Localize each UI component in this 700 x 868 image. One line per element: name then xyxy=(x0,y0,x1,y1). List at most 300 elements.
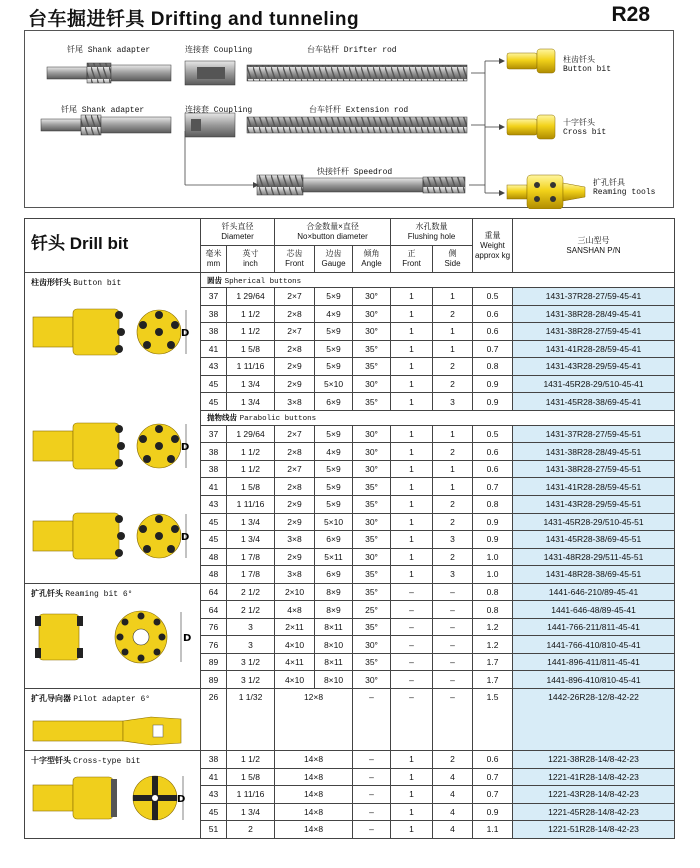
table-cell: 1 3/4 xyxy=(227,803,275,821)
part-number: 1221-45R28-14/8-42-23 xyxy=(513,803,675,821)
table-cell: 26 xyxy=(201,689,227,751)
table-title-cell xyxy=(25,219,201,273)
table-cell: 14×8 xyxy=(275,786,353,804)
reaming-tool-image xyxy=(507,185,527,199)
table-cell: 12×8 xyxy=(275,689,353,751)
table-cell: – xyxy=(391,689,433,751)
table-cell: 41 xyxy=(201,768,227,786)
table-cell: 30° xyxy=(353,671,391,689)
table-cell: 48 xyxy=(201,566,227,584)
table-cell: 0.8 xyxy=(473,358,513,376)
table-cell: 37 xyxy=(201,425,227,443)
table-cell: 4 xyxy=(433,786,473,804)
table-cell: 35° xyxy=(353,358,391,376)
table-cell: 76 xyxy=(201,618,227,636)
table-cell: 4 xyxy=(433,821,473,839)
svg-text:D: D xyxy=(181,328,190,339)
part-number: 1431-41R28-28/59-45-41 xyxy=(513,340,675,358)
part-number: 1431-37R28-27/59-45-41 xyxy=(513,288,675,306)
table-cell: 2×8 xyxy=(275,443,315,461)
table-cell: 6×9 xyxy=(315,566,353,584)
table-cell: 5×9 xyxy=(315,340,353,358)
table-cell: 1 xyxy=(391,425,433,443)
table-cell: 35° xyxy=(353,531,391,549)
table-cell: 1 xyxy=(391,548,433,566)
subheader-parabolic: 抛物线齿 Parabolic buttons xyxy=(25,410,675,425)
table-cell: 5×9 xyxy=(315,460,353,478)
label-speedrod: 快接钎杆 Speedrod xyxy=(317,168,393,177)
table-cell: 30° xyxy=(353,636,391,654)
table-cell: 1 1/2 xyxy=(227,305,275,323)
table-cell: 2 xyxy=(433,513,473,531)
part-number: 1431-45R28-38/69-45-41 xyxy=(513,393,675,411)
table-cell: 1 xyxy=(391,821,433,839)
extension-rod xyxy=(247,117,467,133)
table-cell: 1 1/32 xyxy=(227,689,275,751)
table-cell: 1 xyxy=(433,425,473,443)
label-drifter-rod: 台车钻杆 Drifter rod xyxy=(307,46,397,55)
part-number: 1431-43R28-29/59-45-51 xyxy=(513,496,675,514)
table-cell: – xyxy=(433,601,473,619)
table-cell: 30° xyxy=(353,323,391,341)
table-cell: 1 xyxy=(391,323,433,341)
table-cell: 14×8 xyxy=(275,768,353,786)
table-cell: 1 xyxy=(391,531,433,549)
header-angle: 倾角 Angle xyxy=(353,246,391,273)
table-cell: 0.9 xyxy=(473,393,513,411)
table-cell: 41 xyxy=(201,478,227,496)
table-cell: 1.0 xyxy=(473,548,513,566)
table-cell: 2×7 xyxy=(275,460,315,478)
table-cell: 30° xyxy=(353,513,391,531)
table-cell: 5×9 xyxy=(315,358,353,376)
table-cell: 2×9 xyxy=(275,513,315,531)
table-cell: 1.7 xyxy=(473,671,513,689)
table-cell: 1 xyxy=(391,340,433,358)
header-flush-side: 侧 Side xyxy=(433,246,473,273)
table-cell: 2×10 xyxy=(275,583,315,601)
table-cell: 3 1/2 xyxy=(227,653,275,671)
table-cell: 1 7/8 xyxy=(227,548,275,566)
svg-text:D: D xyxy=(177,794,186,806)
header-mm: 毫米 mm xyxy=(201,246,227,273)
header-buttons: 合金数量×直径 No×button diameter xyxy=(275,219,391,246)
table-cell: 35° xyxy=(353,618,391,636)
group-cross-bit-image xyxy=(31,767,191,833)
label-button-bit-cn: 柱齿钎头 xyxy=(563,55,595,64)
table-cell: 2×8 xyxy=(275,478,315,496)
table-cell: 1 11/16 xyxy=(227,358,275,376)
table-cell: 30° xyxy=(353,375,391,393)
table-cell: – xyxy=(391,583,433,601)
tool-diagram xyxy=(24,30,674,208)
table-cell: 3×8 xyxy=(275,566,315,584)
table-cell: 14×8 xyxy=(275,751,353,769)
table-cell: 1.5 xyxy=(473,689,513,751)
header-pn: 三山型号 SANSHAN P/N xyxy=(513,219,675,273)
page-title: 台车掘进钎具 Drifting and tunneling xyxy=(28,9,360,30)
table-cell: 89 xyxy=(201,671,227,689)
table-cell: 1 3/4 xyxy=(227,531,275,549)
table-cell: 6×9 xyxy=(315,393,353,411)
table-cell: 64 xyxy=(201,601,227,619)
table-cell: 0.9 xyxy=(473,513,513,531)
table-cell: – xyxy=(433,583,473,601)
table-cell: 1 5/8 xyxy=(227,478,275,496)
label-extension-rod: 台车钎杆 Extension rod xyxy=(309,106,409,115)
part-number: 1221-43R28-14/8-42-23 xyxy=(513,786,675,804)
subheader-spherical: 柱齿形钎头 Button bit D D D 圆齿 Spherical buttons xyxy=(25,273,675,288)
table-cell: 1 3/4 xyxy=(227,375,275,393)
table-row xyxy=(25,583,675,601)
table-cell: 14×8 xyxy=(275,803,353,821)
table-cell: 35° xyxy=(353,653,391,671)
table-cell: 8×11 xyxy=(315,618,353,636)
table-cell: 4×10 xyxy=(275,636,315,654)
table-cell: 2 1/2 xyxy=(227,601,275,619)
table-cell: 1 xyxy=(433,478,473,496)
table-cell: 2×7 xyxy=(275,288,315,306)
table-cell: 5×9 xyxy=(315,496,353,514)
table-cell: 4×11 xyxy=(275,653,315,671)
table-cell: 8×10 xyxy=(315,636,353,654)
table-cell: 76 xyxy=(201,636,227,654)
table-cell: 0.7 xyxy=(473,786,513,804)
part-number: 1431-45R28-38/69-45-51 xyxy=(513,531,675,549)
table-cell: 48 xyxy=(201,548,227,566)
cross-bit-image xyxy=(507,119,537,135)
group-pilot-adapter-label: 扩孔导向器 Pilot adapter 6° xyxy=(31,694,151,705)
label-button-bit-en: Button bit xyxy=(563,65,612,74)
table-cell: 0.9 xyxy=(473,531,513,549)
table-cell: 2 1/2 xyxy=(227,583,275,601)
part-number: 1442-26R28-12/8-42-22 xyxy=(513,689,675,751)
table-cell: 0.6 xyxy=(473,460,513,478)
part-number: 1441-646-210/89-45-41 xyxy=(513,583,675,601)
table-cell: 5×9 xyxy=(315,425,353,443)
table-cell: 3 xyxy=(433,531,473,549)
table-title: 钎头 Drill bit xyxy=(31,234,129,253)
group-button-bit-label: 柱齿形钎头 Button bit xyxy=(31,278,122,288)
table-cell: 2 xyxy=(227,821,275,839)
table-cell: 1 7/8 xyxy=(227,566,275,584)
table-cell: 5×9 xyxy=(315,288,353,306)
table-cell: 51 xyxy=(201,821,227,839)
button-bit-image xyxy=(507,53,537,69)
table-cell: 3 xyxy=(433,393,473,411)
table-cell: – xyxy=(391,653,433,671)
table-cell: 4 xyxy=(433,803,473,821)
header-gauge: 边齿 Gauge xyxy=(315,246,353,273)
table-cell: 2×7 xyxy=(275,323,315,341)
table-cell: 0.8 xyxy=(473,601,513,619)
svg-text:D: D xyxy=(181,532,190,543)
table-cell: – xyxy=(433,653,473,671)
table-cell: – xyxy=(433,671,473,689)
table-cell: 3 xyxy=(433,566,473,584)
table-cell: 1 xyxy=(391,768,433,786)
table-cell: 30° xyxy=(353,305,391,323)
table-cell: – xyxy=(353,803,391,821)
part-number: 1441-896-410/810-45-41 xyxy=(513,671,675,689)
table-cell: 45 xyxy=(201,531,227,549)
svg-text:D: D xyxy=(183,632,191,644)
table-cell: – xyxy=(353,786,391,804)
part-number: 1441-766-410/810-45-41 xyxy=(513,636,675,654)
svg-text:D: D xyxy=(181,442,190,453)
table-cell: 45 xyxy=(201,393,227,411)
table-cell: 6×9 xyxy=(315,531,353,549)
part-number: 1431-45R28-29/510-45-41 xyxy=(513,375,675,393)
table-cell: 8×10 xyxy=(315,671,353,689)
table-cell: 35° xyxy=(353,566,391,584)
table-cell: 1 29/64 xyxy=(227,288,275,306)
table-cell: 2×9 xyxy=(275,375,315,393)
speedrod-coupling xyxy=(257,175,303,195)
table-cell: 0.8 xyxy=(473,583,513,601)
table-cell: 30° xyxy=(353,460,391,478)
shank-adapter-2 xyxy=(41,119,81,131)
table-cell: 1 xyxy=(391,478,433,496)
table-cell: 2 xyxy=(433,751,473,769)
table-cell: 1 5/8 xyxy=(227,768,275,786)
table-cell: 64 xyxy=(201,583,227,601)
label-coupling-1: 连接套 Coupling xyxy=(185,46,253,55)
label-shank-2: 钎尾 Shank adapter xyxy=(61,106,145,115)
table-cell: 5×10 xyxy=(315,375,353,393)
table-cell: 1 xyxy=(433,323,473,341)
table-cell: 4 xyxy=(433,768,473,786)
table-cell: 43 xyxy=(201,358,227,376)
table-cell: 1 11/16 xyxy=(227,786,275,804)
table-cell: 38 xyxy=(201,323,227,341)
table-cell: 2 xyxy=(433,548,473,566)
table-cell: 1 xyxy=(391,358,433,376)
table-cell: 4×9 xyxy=(315,443,353,461)
table-cell: 1 xyxy=(391,375,433,393)
table-cell: 0.9 xyxy=(473,375,513,393)
header-diameter: 钎头直径 Diameter xyxy=(201,219,275,246)
part-number: 1431-48R28-29/511-45-51 xyxy=(513,548,675,566)
part-number: 1221-38R28-14/8-42-23 xyxy=(513,751,675,769)
part-number: 1431-38R28-28/49-45-41 xyxy=(513,305,675,323)
table-cell: 5×9 xyxy=(315,323,353,341)
label-reaming-cn: 扩孔钎具 xyxy=(593,178,625,187)
table-cell: 38 xyxy=(201,460,227,478)
table-cell: 0.5 xyxy=(473,425,513,443)
table-cell: 0.6 xyxy=(473,443,513,461)
table-cell: 35° xyxy=(353,478,391,496)
table-cell: 3 xyxy=(227,618,275,636)
part-number: 1441-646-48/89-45-41 xyxy=(513,601,675,619)
table-cell: 1 xyxy=(391,305,433,323)
drill-bit-table xyxy=(24,218,675,839)
table-cell: 1 xyxy=(391,566,433,584)
table-cell: 1 xyxy=(391,443,433,461)
part-number: 1431-38R28-28/49-45-51 xyxy=(513,443,675,461)
table-cell: 38 xyxy=(201,305,227,323)
table-cell: 1 xyxy=(391,803,433,821)
table-cell: 4×10 xyxy=(275,671,315,689)
header-inch: 英寸 inch xyxy=(227,246,275,273)
group-reaming-bit-label: 扩孔钎头 Reaming bit 6° xyxy=(31,588,133,599)
table-cell: 0.7 xyxy=(473,768,513,786)
table-row xyxy=(25,689,675,751)
table-cell: – xyxy=(433,636,473,654)
part-number: 1431-43R28-29/59-45-41 xyxy=(513,358,675,376)
table-cell: – xyxy=(391,601,433,619)
shank-adapter-1 xyxy=(47,67,87,79)
table-cell: 2 xyxy=(433,358,473,376)
group-reaming-bit xyxy=(25,583,201,688)
table-cell: 4×8 xyxy=(275,601,315,619)
table-cell: 35° xyxy=(353,583,391,601)
table-cell: 1 3/4 xyxy=(227,513,275,531)
part-number: 1431-41R28-28/59-45-51 xyxy=(513,478,675,496)
part-number: 1441-766-211/811-45-41 xyxy=(513,618,675,636)
table-cell: 30° xyxy=(353,425,391,443)
part-number: 1221-51R28-14/8-42-23 xyxy=(513,821,675,839)
table-row xyxy=(25,751,675,769)
table-cell: 8×11 xyxy=(315,653,353,671)
drifter-rod xyxy=(247,65,467,81)
group-cross-bit xyxy=(25,751,201,839)
table-cell: – xyxy=(391,671,433,689)
table-cell: 1 xyxy=(391,786,433,804)
table-cell: 1 1/2 xyxy=(227,751,275,769)
table-cell: 30° xyxy=(353,548,391,566)
table-cell: – xyxy=(391,636,433,654)
table-cell: 45 xyxy=(201,375,227,393)
table-cell: – xyxy=(353,689,391,751)
thread-code: R28 xyxy=(611,3,650,26)
header-flush-front: 正 Front xyxy=(391,246,433,273)
table-cell: 38 xyxy=(201,443,227,461)
table-cell: 1 11/16 xyxy=(227,496,275,514)
button-bit-image-1 xyxy=(31,301,191,367)
table-cell: 1 1/2 xyxy=(227,323,275,341)
table-cell: 1 5/8 xyxy=(227,340,275,358)
table-cell: – xyxy=(433,618,473,636)
header-front: 芯齿 Front xyxy=(275,246,315,273)
table-cell: 0.5 xyxy=(473,288,513,306)
table-cell: 2×7 xyxy=(275,425,315,443)
part-number: 1431-45R28-29/510-45-51 xyxy=(513,513,675,531)
table-cell: 38 xyxy=(201,751,227,769)
table-cell: 14×8 xyxy=(275,821,353,839)
table-cell: 1 xyxy=(391,513,433,531)
part-number: 1441-896-411/811-45-41 xyxy=(513,653,675,671)
table-cell: 1 xyxy=(391,496,433,514)
table-cell: 5×11 xyxy=(315,548,353,566)
table-cell: 2×8 xyxy=(275,305,315,323)
label-shank-1: 钎尾 Shank adapter xyxy=(67,46,151,55)
table-cell: 30° xyxy=(353,288,391,306)
table-cell: 8×9 xyxy=(315,583,353,601)
table-cell: 0.8 xyxy=(473,496,513,514)
table-cell: 1 xyxy=(391,751,433,769)
label-cross-bit-cn: 十字钎头 xyxy=(563,118,595,127)
label-coupling-2: 连接套 Coupling xyxy=(185,106,253,115)
table-cell: 3 xyxy=(227,636,275,654)
group-pilot-adapter-image xyxy=(31,711,191,751)
part-number: 1431-38R28-27/59-45-51 xyxy=(513,460,675,478)
table-cell: 45 xyxy=(201,513,227,531)
table-cell: 1 1/2 xyxy=(227,443,275,461)
table-cell: 89 xyxy=(201,653,227,671)
table-cell: 2×9 xyxy=(275,358,315,376)
table-cell: 0.6 xyxy=(473,305,513,323)
label-reaming-en: Reaming tools xyxy=(593,188,656,197)
table-cell: 3 1/2 xyxy=(227,671,275,689)
table-cell: 1 29/64 xyxy=(227,425,275,443)
table-cell: 3×8 xyxy=(275,393,315,411)
part-number: 1221-41R28-14/8-42-23 xyxy=(513,768,675,786)
table-cell: 45 xyxy=(201,803,227,821)
part-number: 1431-48R28-38/69-45-51 xyxy=(513,566,675,584)
table-cell: 2 xyxy=(433,496,473,514)
table-cell: 25° xyxy=(353,601,391,619)
button-bit-image-2 xyxy=(31,415,191,481)
table-cell: 1 xyxy=(391,460,433,478)
table-cell: 8×9 xyxy=(315,601,353,619)
table-cell: 1 xyxy=(433,340,473,358)
page-header xyxy=(0,0,700,30)
table-cell: 1 3/4 xyxy=(227,393,275,411)
table-cell: 0.6 xyxy=(473,751,513,769)
speedrod xyxy=(303,178,423,192)
table-cell: 5×9 xyxy=(315,478,353,496)
table-cell: 2×9 xyxy=(275,496,315,514)
table-cell: 1 xyxy=(391,288,433,306)
table-cell: 1.2 xyxy=(473,618,513,636)
table-cell: – xyxy=(353,768,391,786)
table-cell: 41 xyxy=(201,340,227,358)
table-cell: 2 xyxy=(433,375,473,393)
table-cell: 3×8 xyxy=(275,531,315,549)
table-cell: 35° xyxy=(353,496,391,514)
table-cell: 4×9 xyxy=(315,305,353,323)
table-cell: 30° xyxy=(353,443,391,461)
header-flushing: 水孔数量 Flushing hole xyxy=(391,219,473,246)
part-number: 1431-37R28-27/59-45-51 xyxy=(513,425,675,443)
table-cell: 1.7 xyxy=(473,653,513,671)
table-cell: – xyxy=(353,821,391,839)
table-cell: 35° xyxy=(353,340,391,358)
label-cross-bit-en: Cross bit xyxy=(563,128,607,137)
table-cell: – xyxy=(353,751,391,769)
table-cell: 1 xyxy=(433,460,473,478)
table-cell: 2 xyxy=(433,443,473,461)
table-cell: 0.9 xyxy=(473,803,513,821)
table-cell: 2×8 xyxy=(275,340,315,358)
table-cell: 1.2 xyxy=(473,636,513,654)
table-cell: – xyxy=(433,689,473,751)
table-cell: 35° xyxy=(353,393,391,411)
table-cell: 43 xyxy=(201,786,227,804)
header-weight: 重量 Weight approx kg xyxy=(473,219,513,273)
table-cell: 1 xyxy=(433,288,473,306)
table-cell: 2×9 xyxy=(275,548,315,566)
table-cell: 1 xyxy=(391,393,433,411)
table-cell: 1 1/2 xyxy=(227,460,275,478)
table-cell: 37 xyxy=(201,288,227,306)
part-number: 1431-38R28-27/59-45-41 xyxy=(513,323,675,341)
group-button-bit xyxy=(25,273,201,584)
table-cell: 0.7 xyxy=(473,478,513,496)
table-cell: 0.7 xyxy=(473,340,513,358)
button-bit-image-3 xyxy=(31,505,191,571)
